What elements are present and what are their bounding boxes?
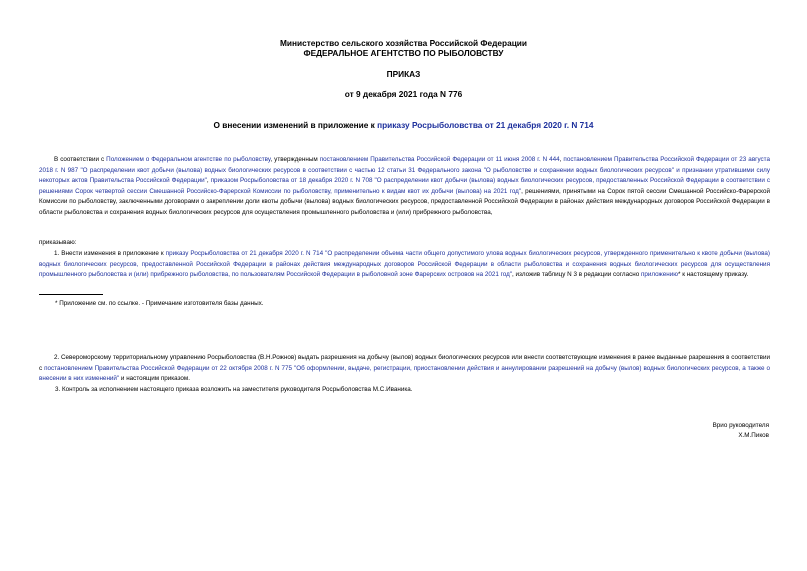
item-1-text-3: * к настоящему приказу. bbox=[678, 271, 749, 278]
link-appendix[interactable]: приложению bbox=[640, 271, 678, 278]
link-order-714[interactable]: приказу Росрыболовства от 21 декабря 2020 г. N 714 "О распределении объема части общего допустимого улова водных биологических ресурсов, утвержденного применительно к квоте добычи (вылова) водных биологических ресурсов, предоставленной Российской Федерации в районах действия международных договоров Российской Федерации в области рыболовства и сохранения водных биологических ресурсов для осуществления промышленного рыболовства и (или) прибрежного рыболовства, по пользователям Российской Федерации в рыболовной зоне Фарерских островов на 2021 год" bbox=[39, 250, 770, 278]
item-2-paragraph bbox=[39, 353, 770, 385]
item-3-paragraph: 3. Контроль за исполнением настоящего приказа возложить на заместителя руководителя Росрыболовства М.С.Иваника. bbox=[55, 386, 413, 393]
doc-type: ПРИКАЗ bbox=[386, 69, 421, 79]
signatory-position: Врио руководителя bbox=[712, 422, 769, 429]
agency-name: ФЕДЕРАЛЬНОЕ АГЕНТСТВО ПО РЫБОЛОВСТВУ bbox=[303, 48, 504, 58]
preamble-text-3: , bbox=[559, 156, 564, 163]
link-resolution-444[interactable]: постановлением Правительства Российской Федерации от 11 июня 2008 г. N 444 bbox=[319, 156, 560, 163]
preamble-text-5: , решениями, принятыми на Сорок пятой сессии Смешанной Российско-Фарерской Комиссии по рыболовству, заключенными договорами о закреплении доли квоты добычи (вылова) водных биологических ресурсов, предоставленной Российской Федерации в районах действия международных договоров Российской Федерации в области рыболовства и сохранения водных биологических ресурсов для осуществления промышленного рыболовства и (или) прибрежного рыболовства, bbox=[39, 187, 771, 216]
preamble-text-4: , bbox=[206, 177, 211, 184]
footnote-divider bbox=[39, 294, 103, 295]
link-order-708[interactable]: приказом Росрыболовства от 18 декабря 2020 г. N 708 "О распределении квот добычи (вылова) водных биологических ресурсов, предоставленных Российской Федерации в соответствии с решениями Сорок четвертой сессии Смешанной Российско-Фарерской Комиссии по рыболовству, применительно к видам квот их добычи (вылова) на 2021 год" bbox=[39, 177, 771, 195]
doc-title bbox=[0, 120, 807, 130]
footnote: * Приложение см. по ссылке. - Примечание изготовителя базы данных. bbox=[55, 300, 264, 307]
item-2-text-1: 2. Североморскому территориальному управлению Росрыболовства (В.Н.Рожнов) выдать разрешения на добычу (вылов) водных биологических ресурсов или внести соответствующие изменения в ранее выданные разрешения в соответствии с bbox=[39, 354, 770, 372]
item-2-text-2: и настоящим приказом. bbox=[119, 375, 190, 382]
preamble-paragraph bbox=[39, 155, 770, 218]
doc-title-link[interactable]: приказу Росрыболовства от 21 декабря 2020 г. N 714 bbox=[377, 120, 594, 130]
item-1-text-2: , изложив таблицу N 3 в редакции согласно bbox=[512, 271, 641, 278]
link-resolution-775[interactable]: постановлением Правительства Российской Федерации от 22 октября 2008 г. N 775 "Об оформлении, выдаче, регистрации, приостановлении действия и аннулировании разрешений на добычу (вылов) водных биологических ресурсов, а также о внесении в них изменений" bbox=[39, 364, 771, 382]
link-resolution-987[interactable]: постановлением Правительства Российской Федерации от 23 августа 2018 г. N 987 "О распределении квот добычи (вылова) водных биологических ресурсов в соответствии с частью 12 статьи 31 Федерального закона "О рыболовстве и сохранении водных биологических ресурсов" и признании утратившими силу некоторых актов Правительства Российской Федерации" bbox=[39, 156, 770, 184]
order-word: приказываю: bbox=[39, 239, 77, 246]
doc-title-text: О внесении изменений в приложение к bbox=[213, 120, 378, 130]
signatory-name: Х.М.Пиков bbox=[738, 432, 769, 439]
item-1-text-1: 1. Внести изменения в приложение к bbox=[54, 250, 166, 257]
item-1-paragraph bbox=[39, 249, 770, 281]
preamble-text-1: В соответствии с bbox=[54, 156, 107, 163]
link-agency-regulation[interactable]: Положением о Федеральном агентстве по рыболовству bbox=[106, 156, 271, 163]
doc-date-number: от 9 декабря 2021 года N 776 bbox=[344, 89, 463, 99]
preamble-text-2: , утвержденным bbox=[270, 156, 320, 163]
ministry-name: Министерство сельского хозяйства Российской Федерации bbox=[280, 38, 527, 48]
